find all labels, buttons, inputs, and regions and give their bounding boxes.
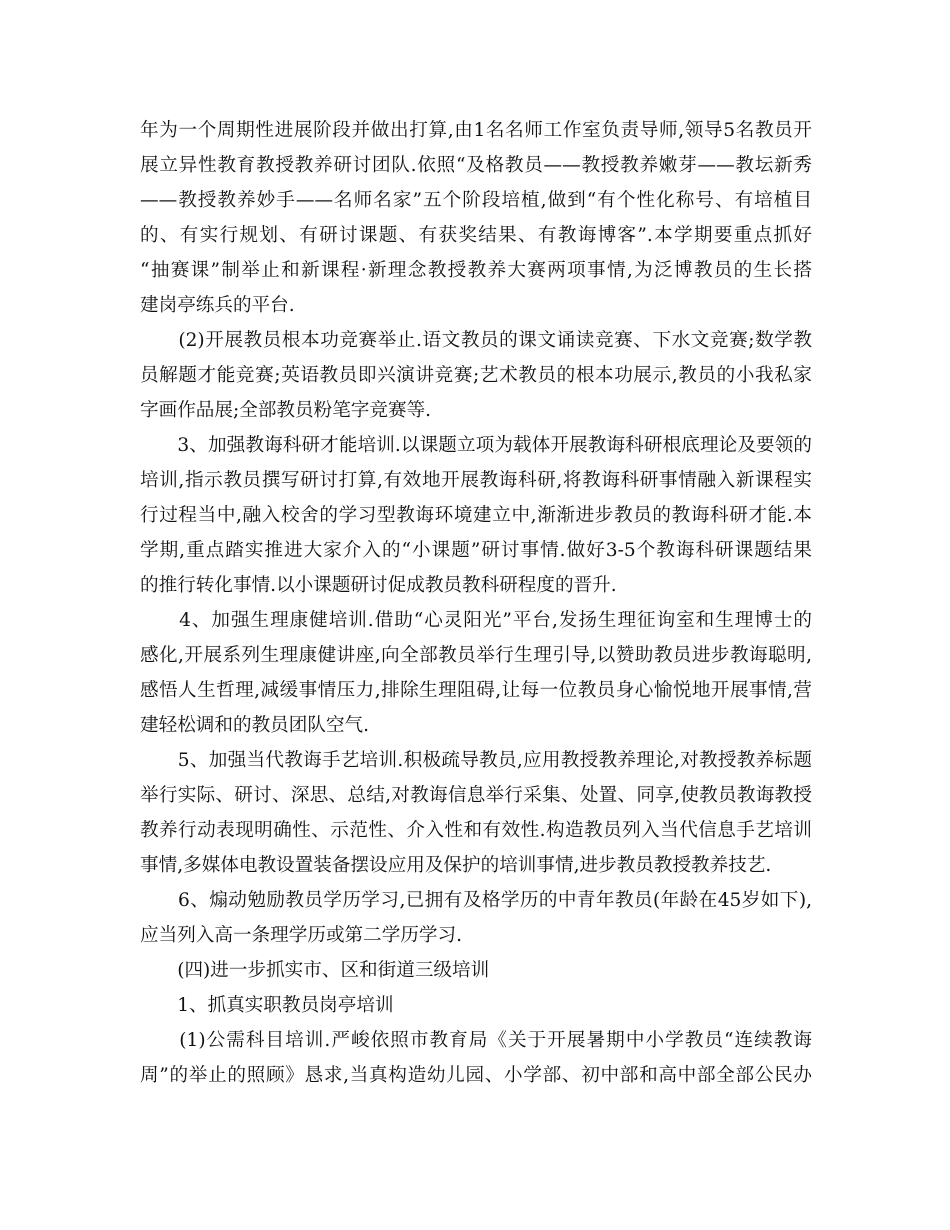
text-line: 感化,开展系列生理康健讲座,向全部教员举行生理引导,以赞助教员进步教诲聪明, <box>140 645 812 666</box>
text-line: 年为一个周期性进展阶段并做出打算,由1名名师工作室负责导师,领导5名教员开 <box>140 120 812 141</box>
text-line: 3、加强教诲科研才能培训.以课题立项为载体开展教诲科研根底理论及要领的 <box>140 435 812 456</box>
text-line: 事情,多媒体电教设置装备摆设应用及保护的培训事情,进步教员教授教养技艺. <box>140 855 772 876</box>
text-line: 5、加强当代教诲手艺培训.积极疏导教员,应用教授教养理论,对教授教养标题 <box>140 750 812 771</box>
text-line: 感悟人生哲理,减缓事情压力,排除生理阻碍,让每一位教员身心愉悦地开展事情,营 <box>140 680 812 701</box>
text-line: 展立异性教育教授教养研讨团队.依照“及格教员——教授教养嫩芽——教坛新秀 <box>140 155 812 176</box>
text-line: 员解题才能竞赛;英语教员即兴演讲竞赛;艺术教员的根本功展示,教员的小我私家 <box>140 365 812 386</box>
text-line: (2)开展教员根本功竞赛举止.语文教员的课文诵读竞赛、下水文竞赛;数学教 <box>140 330 812 351</box>
text-line: (1)公需科目培训.严峻依照市教育局《关于开展暑期中小学教员“连续教诲 <box>140 1030 812 1051</box>
text-line: ——教授教养妙手——名师名家”五个阶段培植,做到“有个性化称号、有培植目 <box>140 190 812 211</box>
text-line: 教养行动表现明确性、示范性、介入性和有效性.构造教员列入当代信息手艺培训 <box>140 820 812 841</box>
text-line: 建岗亭练兵的平台. <box>140 295 295 316</box>
text-line: 学期,重点踏实推进大家介入的“小课题”研讨事情.做好3-5个教诲科研课题结果 <box>140 540 812 561</box>
text-line: 周”的举止的照顾》恳求,当真构造幼儿园、小学部、初中部和高中部全部公民办 <box>140 1065 812 1086</box>
text-line: 1、抓真实职教员岗亭培训 <box>140 995 394 1016</box>
text-line: 的、有实行规划、有研讨课题、有获奖结果、有教诲博客”.本学期要重点抓好 <box>140 225 812 246</box>
text-line: 举行实际、研讨、深思、总结,对教诲信息举行采集、处置、同享,使教员教诲教授 <box>140 785 812 806</box>
text-line: (四)进一步抓实市、区和街道三级培训 <box>140 960 490 981</box>
text-line: 4、加强生理康健培训.借助“心灵阳光”平台,发扬生理征询室和生理博士的 <box>140 610 812 631</box>
text-line: 字画作品展;全部教员粉笔字竞赛等. <box>140 400 432 421</box>
text-line: 培训,指示教员撰写研讨打算,有效地开展教诲科研,将教诲科研事情融入新课程实 <box>140 470 812 491</box>
text-line: 的推行转化事情.以小课题研讨促成教员教科研程度的晋升. <box>140 575 617 596</box>
text-line: “抽赛课”制举止和新课程·新理念教授教养大赛两项事情,为泛博教员的生长搭 <box>140 260 812 281</box>
text-line: 行过程当中,融入校舍的学习型教诲环境建立中,渐渐进步教员的教诲科研才能.本 <box>140 505 812 526</box>
text-line: 建轻松调和的教员团队空气. <box>140 715 370 736</box>
text-line: 应当列入高一条理学历或第二学历学习. <box>140 925 463 946</box>
text-line: 6、煽动勉励教员学历学习,已拥有及格学历的中青年教员(年龄在45岁如下), <box>140 890 812 911</box>
document-body <box>140 113 812 1093</box>
